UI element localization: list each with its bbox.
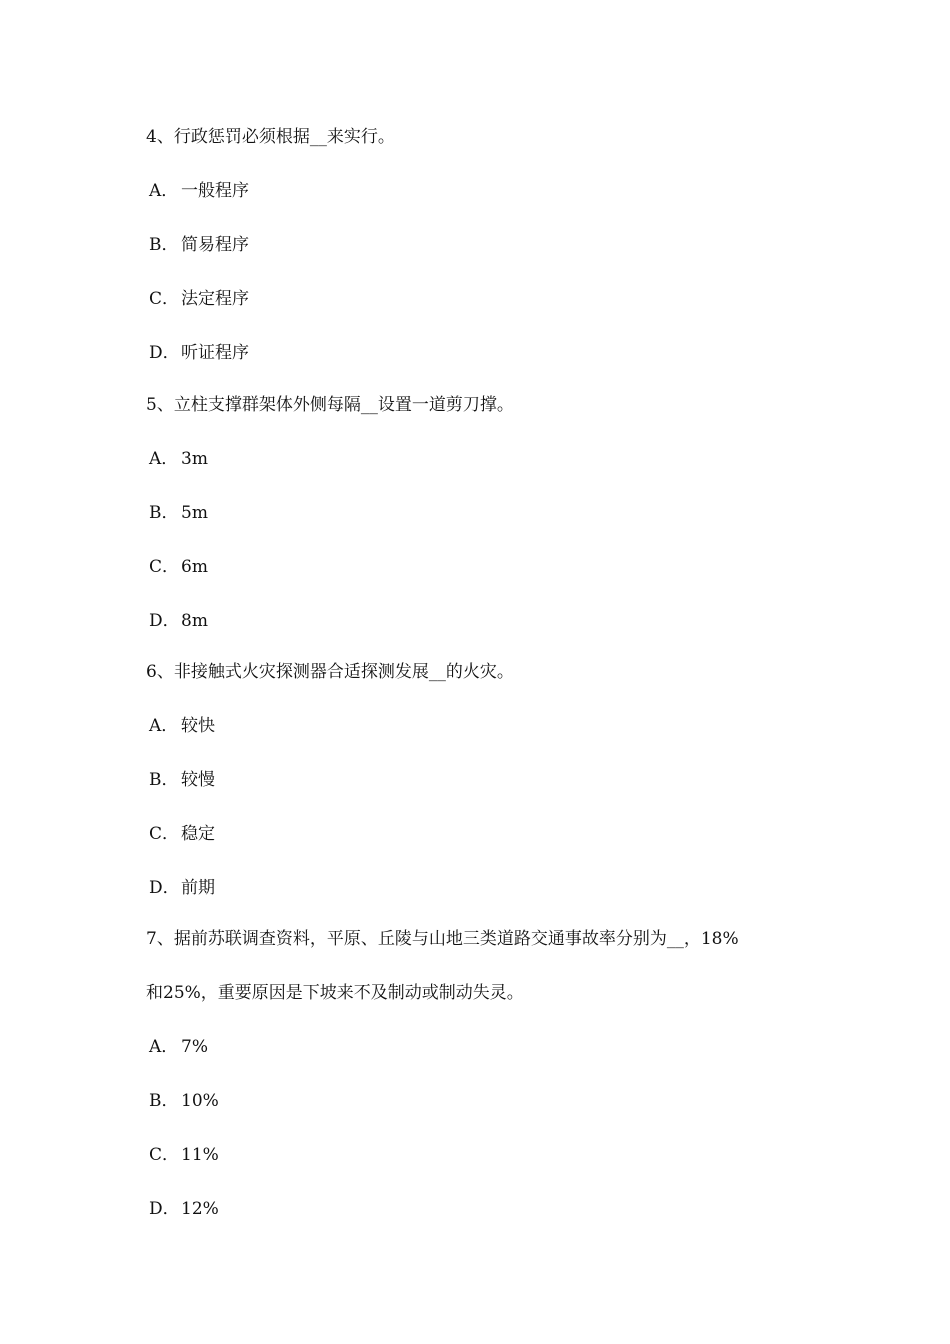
option-letter: D．: [149, 611, 180, 631]
option-text: 一般程序: [181, 181, 249, 201]
option-text: 稳定: [181, 824, 215, 844]
question-7-option-a: [149, 1035, 208, 1059]
option-letter: A．: [149, 181, 179, 201]
option-letter: D．: [149, 1199, 180, 1219]
question-5-option-d: [149, 609, 208, 633]
option-text: 听证程序: [181, 343, 249, 363]
option-letter: B．: [149, 1091, 179, 1111]
question-6-option-b: [149, 768, 215, 792]
question-7-stem-line-2: 和25%，重要原因是下坡来不及制动或制动失灵。: [146, 983, 524, 1003]
question-5-option-c: [149, 555, 208, 579]
question-6-option-d: [149, 876, 215, 900]
question-4-stem: 4、行政惩罚必须根据__来实行。: [146, 127, 395, 147]
question-7-option-c: [149, 1143, 219, 1167]
question-5-option-a: [149, 447, 208, 471]
option-text: 简易程序: [181, 235, 249, 255]
option-text: 前期: [181, 878, 215, 898]
option-letter: C．: [149, 557, 180, 577]
question-4-option-c: [149, 287, 249, 311]
option-text: 12%: [181, 1199, 219, 1219]
option-text: 5m: [181, 503, 208, 523]
question-5-option-b: [149, 501, 208, 525]
option-letter: B．: [149, 503, 179, 523]
option-letter: C．: [149, 289, 180, 309]
option-letter: B．: [149, 770, 179, 790]
option-text: 7%: [181, 1037, 208, 1057]
option-text: 10%: [181, 1091, 219, 1111]
question-6-option-c: [149, 822, 215, 846]
option-text: 较快: [181, 716, 215, 736]
option-letter: D．: [149, 878, 180, 898]
option-letter: C．: [149, 824, 180, 844]
option-text: 法定程序: [181, 289, 249, 309]
question-4-option-d: [149, 341, 249, 365]
option-letter: C．: [149, 1145, 180, 1165]
question-7-stem-line-1: 7、据前苏联调查资料，平原、丘陵与山地三类道路交通事故率分别为__，18%: [146, 929, 739, 949]
option-text: 6m: [181, 557, 208, 577]
option-text: 8m: [181, 611, 208, 631]
question-6-stem: 6、非接触式火灾探测器合适探测发展__的火灾。: [146, 662, 514, 682]
question-6-option-a: [149, 714, 215, 738]
option-letter: A．: [149, 1037, 179, 1057]
option-letter: B．: [149, 235, 179, 255]
option-text: 3m: [181, 449, 208, 469]
question-4-option-a: [149, 179, 249, 203]
question-5-stem: 5、立柱支撑群架体外侧每隔__设置一道剪刀撑。: [146, 395, 514, 415]
question-4-option-b: [149, 233, 249, 257]
option-text: 11%: [181, 1145, 219, 1165]
option-letter: D．: [149, 343, 180, 363]
option-letter: A．: [149, 716, 179, 736]
question-7-option-b: [149, 1089, 219, 1113]
option-text: 较慢: [181, 770, 215, 790]
question-7-option-d: [149, 1197, 219, 1221]
option-letter: A．: [149, 449, 179, 469]
